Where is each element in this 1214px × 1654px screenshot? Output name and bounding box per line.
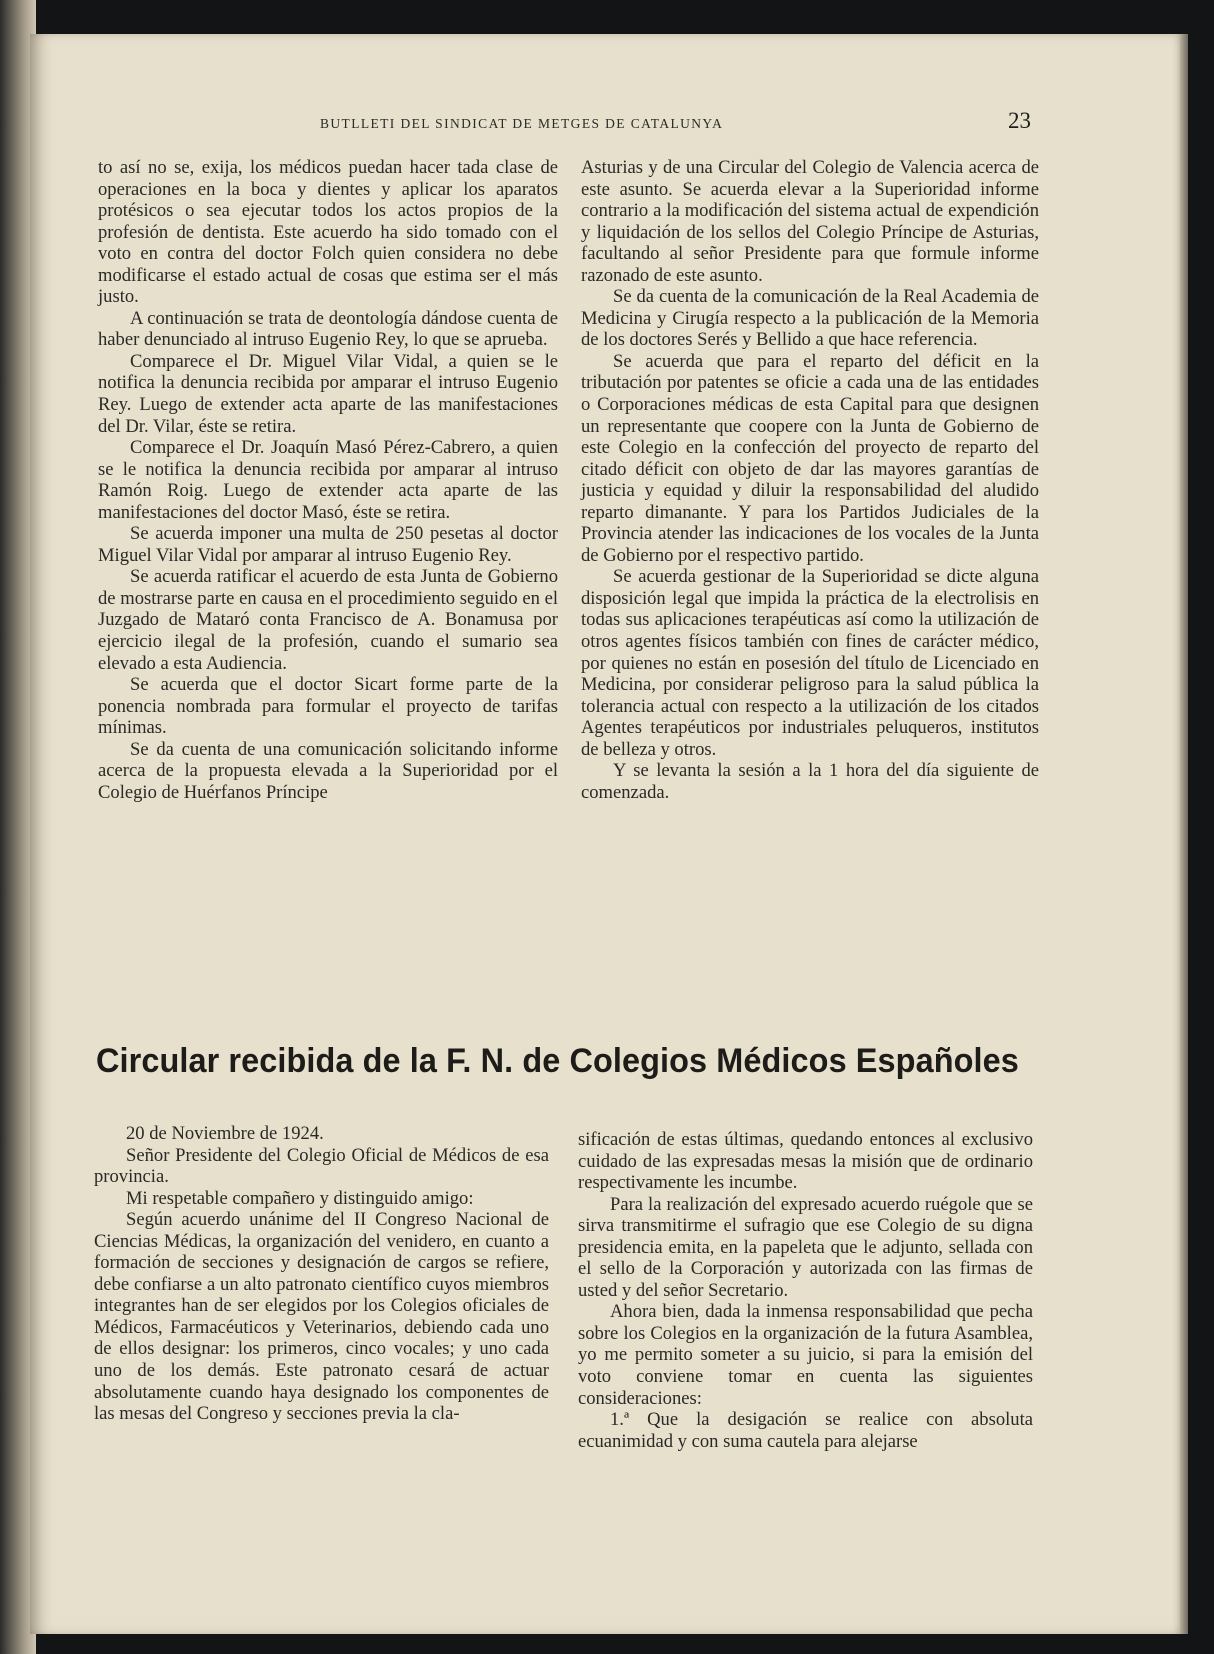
paragraph: to así no se, exija, los médicos puedan hacer tada clase de operaciones en la boca y dientes y aplicar los aparatos protésicos o sea ejecutar todos los actos propios de la profesión de dentista. Este acuerdo ha sido tomado con el voto en contra del doctor Folch quien considera no debe modificarse el estado actual de cosas que estima ser el más justo. [98,157,558,308]
top-left-column [98,157,558,803]
page-number: 23 [1008,108,1031,133]
paragraph: Comparece el Dr. Miguel Vilar Vidal, a quien se le notifica la denuncia recibida por amparar el intruso Eugenio Rey. Luego de extender acta aparte de las manifestaciones del Dr. Vilar, éste se retira. [98,350,558,437]
paragraph: sificación de estas últimas, quedando entonces al exclusivo cuidado de las expresadas mesas la misión que de ordinario respectivamente les incumbe. [578,1129,1033,1194]
top-right-column [581,157,1039,803]
paragraph: 1.ª Que la desigación se realice con absoluta ecuanimidad y con suma cautela para alejarse [578,1409,1033,1452]
paragraph: Y se levanta la sesión a la 1 hora del día siguiente de comenzada. [581,760,1039,803]
paragraph: Ahora bien, dada la inmensa responsabilidad que pecha sobre los Colegios en la organización de la futura Asamblea, yo me permito someter a su juicio, si para la emisión del voto conviene tomar en cuenta las siguientes consideraciones: [578,1301,1033,1409]
page-edge [1180,34,1188,1634]
paragraph: 20 de Noviembre de 1924. [126,1123,324,1144]
paragraph: Se da cuenta de una comunicación solicitando informe acerca de la propuesta elevada a la Superioridad por el Colegio de Huérfanos Príncipe [98,738,558,803]
bottom-left-column [94,1123,549,1425]
paragraph: Se acuerda que para el reparto del déficit en la tributación por patentes se oficie a cada una de las entidades o Corporaciones médicas de esta Capital para que designen un representante que coopere con la Junta de Gobierno de este Colegio en la confección del proyecto de reparto del citado déficit con objeto de dar las mayores garantías de justicia y equidad y diluir la responsabilidad del aludido reparto dimanante. Y para los Partidos Judiciales de la Provincia atender las indicaciones de los vocales de la Junta de Gobierno por el respectivo partido. [581,350,1039,566]
paragraph: Según acuerdo unánime del II Congreso Nacional de Ciencias Médicas, la organización del venidero, en cuanto a formación de secciones y designación de cargos se refiere, debe confiarse a un alto patronato científico cuyos miembros integrantes han de ser elegidos por los Colegios oficiales de Médicos, Farmacéuticos y Veterinarios, debiendo cada uno de ellos designar: los primeros, cinco vocales; y uno cada uno de los demás. Este patronato cesará de actuar absolutamente cuando haya designado los componentes de las mesas del Congreso y secciones previa la cla- [94,1209,549,1425]
paragraph: Señor Presidente del Colegio Oficial de Médicos de esa provincia. [94,1144,549,1188]
bottom-right-column [578,1129,1033,1452]
paragraph: Se acuerda ratificar el acuerdo de esta Junta de Gobierno de mostrarse parte en causa en el procedimiento seguido en el Juzgado de Mataró conta Francisco de A. Bonamusa por ejercicio ilegal de la profesión, cuando el sumario sea elevado a esta Audiencia. [98,566,558,674]
paragraph: Asturias y de una Circular del Colegio de Valencia acerca de este asunto. Se acuerda elevar a la Superioridad informe contrario a la modificación del sistema actual de expendición y liquidación de los sellos del Colegio Príncipe de Asturias, facultando al señor Presidente para que formule informe razonado de este asunto. [581,157,1039,286]
paragraph: Se da cuenta de la comunicación de la Real Academia de Medicina y Cirugía respecto a la publicación de la Memoria de los doctores Serés y Bellido a que hace referencia. [581,286,1039,351]
paragraph: Se acuerda que el doctor Sicart forme parte de la ponencia nombrada para formular el proyecto de tarifas mínimas. [98,674,558,739]
paragraph: Comparece el Dr. Joaquín Masó Pérez-Cabrero, a quien se le notifica la denuncia recibida por amparar al intruso Ramón Roig. Luego de extender acta aparte de las manifestaciones del doctor Masó, éste se retira. [98,437,558,523]
paragraph: Mi respetable compañero y distinguido amigo: [126,1187,474,1209]
running-header: BUTLLETI DEL SINDICAT DE METGES DE CATALUNYA [320,116,724,131]
paragraph: Para la realización del expresado acuerdo ruégole que se sirva transmitirme el sufragio que ese Colegio de su digna presidencia emita, en la papeleta que le adjunto, sellada con el sello de la Corporación y autorizada con las firmas de usted y del señor Secretario. [578,1193,1033,1301]
paragraph: Se acuerda gestionar de la Superioridad se dicte alguna disposición legal que impida la práctica de la electrolisis en todas sus aplicaciones terapéuticas así como la utilización de otros agentes físicos también con fines de carácter médico, por quienes no están en posesión del título de Licenciado en Medicina, por considerar peligroso para la salud pública la tolerancia actual con respecto a la utilización de los citados Agentes terapéuticos por industriales peluqueros, institutos de belleza y otros. [581,566,1039,760]
paragraph: Se acuerda imponer una multa de 250 pesetas al doctor Miguel Vilar Vidal por amparar al intruso Eugenio Rey. [98,523,558,566]
paragraph: A continuación se trata de deontología dándose cuenta de haber denunciado al intruso Eugenio Rey, lo que se aprueba. [98,307,558,351]
section-heading: Circular recibida de la F. N. de Colegios Médicos Españoles [96,1042,1019,1080]
